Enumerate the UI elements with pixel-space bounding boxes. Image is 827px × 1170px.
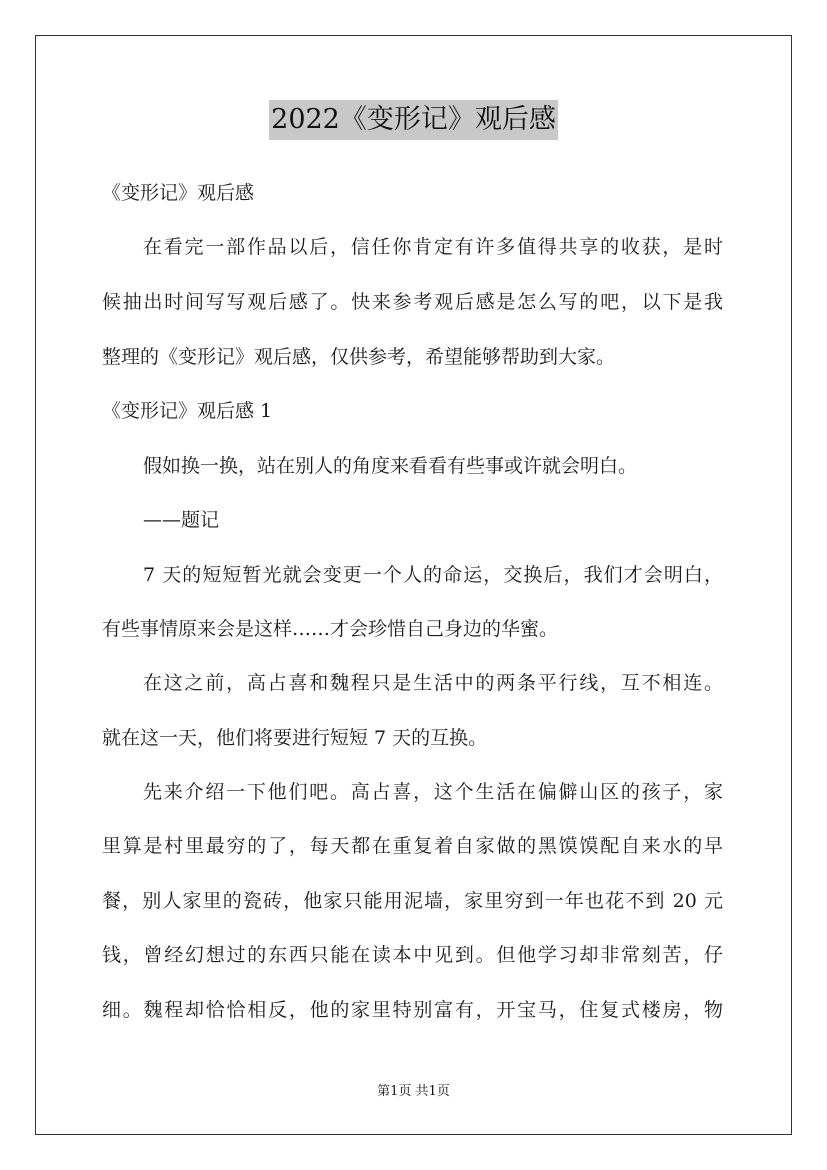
section-heading: 《变形记》观后感 (102, 182, 255, 204)
section-heading: 《变形记》观后感 1 (102, 400, 273, 422)
paragraph-line: 里算是村里最穷的了，每天都在重复着自家做的黑馍馍配自来水的早 (102, 835, 723, 857)
title-container (0, 100, 827, 140)
paragraph-line: 在看完一部作品以后，信任你肯定有许多值得共享的收获，是时 (143, 236, 723, 258)
paragraph-line: 候抽出时间写写观后感了。快来参考观后感是怎么写的吧，以下是我 (102, 291, 723, 313)
paragraph-line: 餐，别人家里的瓷砖，他家只能用泥墙，家里穷到一年也花不到 20 元 (102, 890, 723, 912)
paragraph-line: 就在这一天，他们将要进行短短 7 天的互换。 (102, 727, 488, 749)
paragraph-line: 整理的《变形记》观后感，仅供参考，希望能够帮助到大家。 (102, 346, 616, 368)
paragraph-line: 假如换一换，站在别人的角度来看看有些事或许就会明白。 (143, 455, 638, 477)
paragraph-line: 细。魏程却恰恰相反，他的家里特别富有，开宝马，住复式楼房，物 (102, 999, 723, 1021)
paragraph-line: 7 天的短短暂光就会变更一个人的命运，交换后，我们才会明白， (143, 564, 723, 586)
document-title: 2022《变形记》观后感 (269, 100, 558, 140)
paragraph-line: 有些事情原来会是这样……才会珍惜自己身边的华蜜。 (102, 618, 559, 640)
paragraph-line: 先来介绍一下他们吧。高占喜，这个生活在偏僻山区的孩子，家 (143, 781, 723, 803)
paragraph-line: 在这之前，高占喜和魏程只是生活中的两条平行线，互不相连。 (143, 672, 723, 694)
epigraph-attribution: ——题记 (143, 509, 220, 531)
paragraph-line: 钱，曾经幻想过的东西只能在读本中见到。但他学习却非常刻苦，仔 (102, 944, 723, 966)
page-footer: 第1页 共1页 (377, 1084, 450, 1099)
